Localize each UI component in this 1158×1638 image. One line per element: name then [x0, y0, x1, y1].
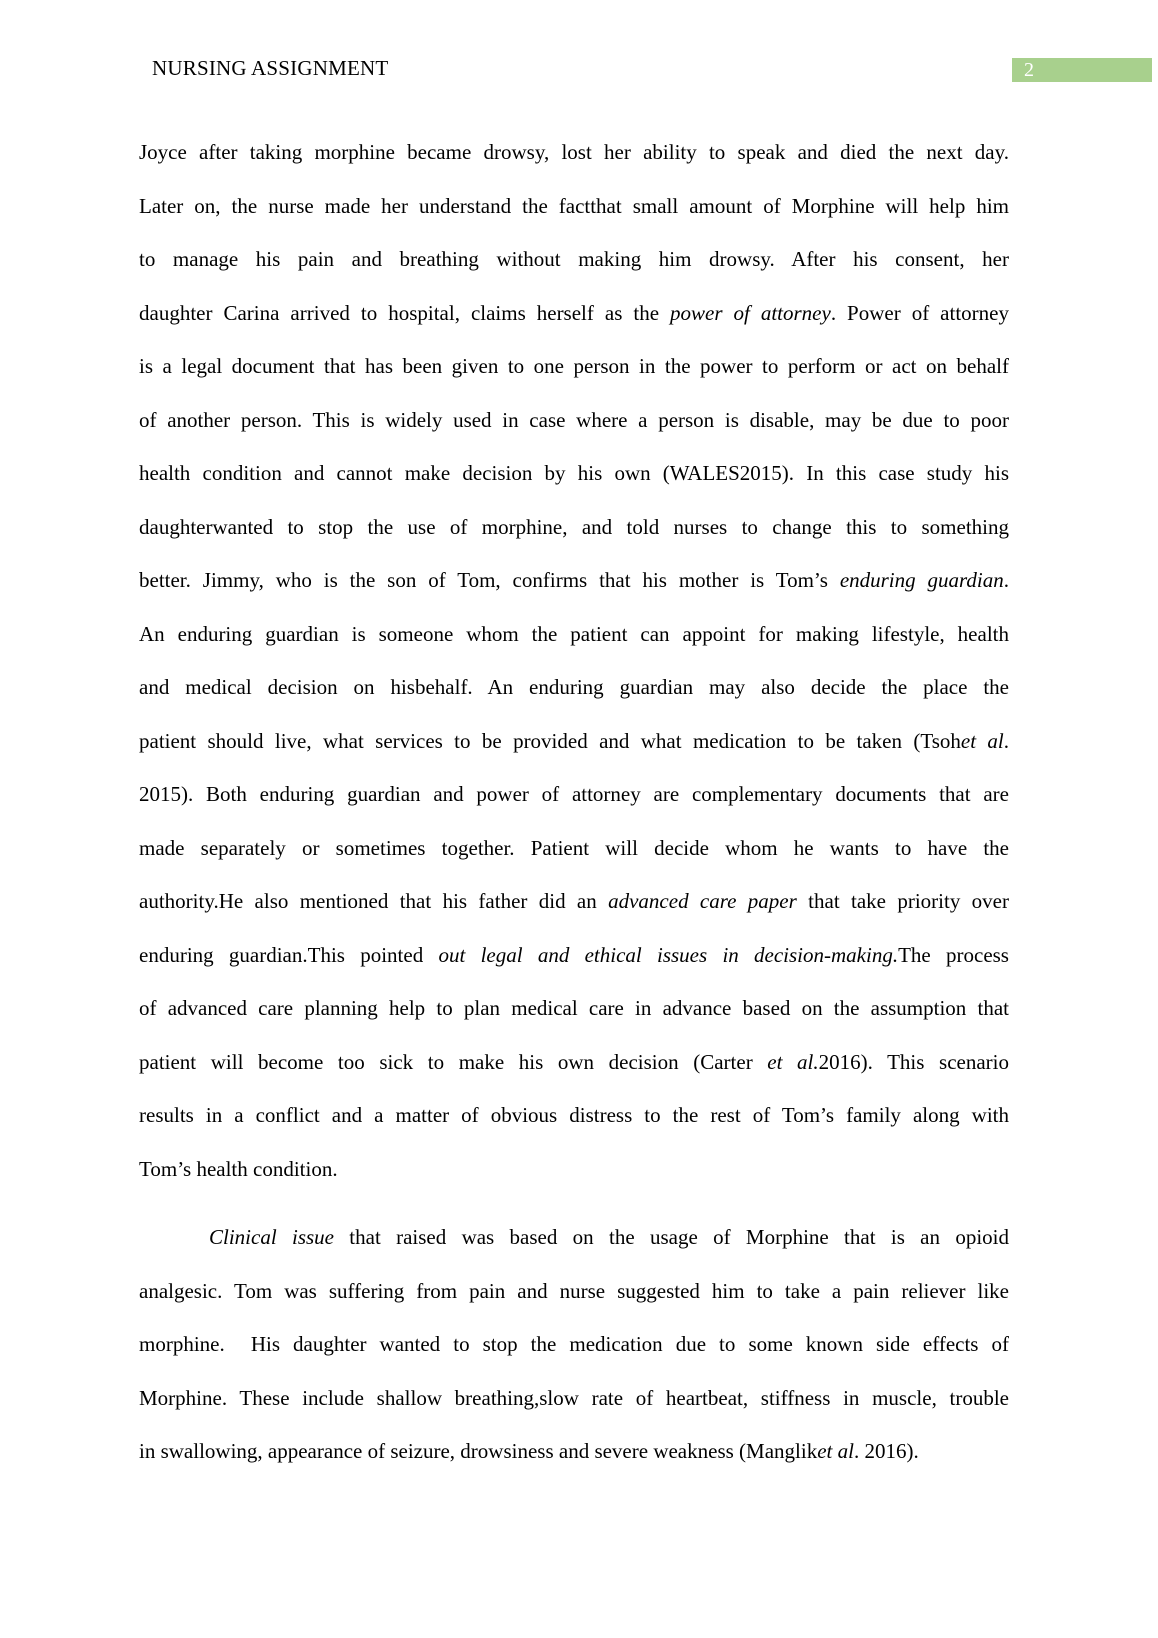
page-number: 2 [1012, 58, 1152, 82]
text-segment: patient will become too sick to make his own decision (Carter [139, 1049, 768, 1074]
text-segment: results in a conflict and a matter of obvious distress to the rest of Tom’s family along with [139, 1103, 1009, 1127]
text-segment: is a legal document that has been given to one person in the power to perform or act on behalf [139, 354, 1009, 378]
text-line [139, 1143, 1009, 1197]
italic-text: et al [817, 1439, 854, 1463]
text-segment: daughter Carina arrived to hospital, claims herself as the [139, 300, 670, 325]
italic-text: et al. [767, 1049, 819, 1074]
text-line [139, 447, 1009, 501]
text-line [139, 822, 1009, 876]
text-segment: 2016). This scenario [818, 1049, 1009, 1074]
text-segment: morphine. His daughter wanted to stop the medication due to some known side effects of [139, 1332, 1009, 1356]
text-line [139, 982, 1009, 1036]
text-segment: . Power of attorney [830, 300, 1009, 325]
text-segment: 2015). Both enduring guardian and power of attorney are complementary documents that are [139, 782, 1009, 806]
text-segment: better. Jimmy, who is the son of Tom, confirms that his mother is Tom’s [139, 568, 840, 592]
text-segment: Joyce after taking morphine became drowsy, lost her ability to speak and died the next day. [139, 140, 1009, 164]
text-line [139, 768, 1009, 822]
text-line [139, 1372, 1009, 1426]
text-line [139, 233, 1009, 287]
text-line [139, 126, 1009, 180]
text-segment: . [1003, 728, 1009, 753]
text-segment: An enduring guardian is someone whom the patient can appoint for making lifestyle, health [139, 621, 1009, 646]
text-segment: of another person. This is widely used in case where a person is disable, may be due to poor [139, 407, 1009, 432]
text-line [139, 340, 1009, 394]
paragraph [139, 1211, 1009, 1479]
italic-text: power of attorney [670, 300, 831, 325]
text-segment: in swallowing, appearance of seizure, drowsiness and severe weakness (Manglik [139, 1439, 818, 1463]
text-line [139, 501, 1009, 555]
italic-text: et al [960, 728, 1004, 753]
text-segment: that take priority over [796, 889, 1009, 913]
text-line [139, 875, 1009, 929]
text-segment: analgesic. Tom was suffering from pain and nurse suggested him to take a pain reliever like [139, 1278, 1009, 1303]
text-line [139, 1036, 1009, 1090]
text-line [139, 1425, 1009, 1479]
text-line [139, 1211, 1009, 1265]
text-segment: of advanced care planning help to plan medical care in advance based on the assumption that [139, 996, 1009, 1020]
text-line [139, 608, 1009, 662]
text-segment: Later on, the nurse made her understand the factthat small amount of Morphine will help him [139, 193, 1009, 218]
text-line [139, 929, 1009, 983]
text-segment: authority.He also mentioned that his father did an [139, 889, 609, 913]
text-segment: daughterwanted to stop the use of morphine, and told nurses to change this to something [139, 514, 1009, 539]
text-segment: to manage his pain and breathing without making him drowsy. After his consent, her [139, 247, 1009, 271]
text-segment: enduring guardian.This pointed [139, 942, 439, 967]
text-segment: that raised was based on the usage of Morphine that is an opioid [333, 1225, 1009, 1249]
paragraph [139, 126, 1009, 1196]
italic-text: advanced care paper [608, 889, 797, 913]
running-header-title: NURSING ASSIGNMENT [152, 56, 389, 80]
text-segment: patient should live, what services to be provided and what medication to be taken (Tsoh [139, 728, 961, 753]
italic-text: enduring guardian [839, 568, 1004, 592]
text-line [139, 1318, 1009, 1372]
text-segment: and medical decision on hisbehalf. An enduring guardian may also decide the place the [139, 675, 1009, 699]
text-line [139, 287, 1009, 341]
text-segment: . 2016). [853, 1439, 919, 1463]
text-line [139, 715, 1009, 769]
text-segment: made separately or sometimes together. Patient will decide whom he wants to have the [139, 835, 1009, 860]
text-line [139, 1265, 1009, 1319]
italic-text: Clinical issue [209, 1225, 334, 1249]
text-segment: health condition and cannot make decision by his own (WALES2015). In this case study his [139, 461, 1009, 485]
text-segment: The process [898, 942, 1009, 967]
text-line [139, 661, 1009, 715]
text-segment: . [1003, 568, 1009, 592]
text-segment: Morphine. These include shallow breathing,slow rate of heartbeat, stiffness in muscle, trouble [139, 1385, 1009, 1410]
text-line [139, 180, 1009, 234]
text-line [139, 554, 1009, 608]
text-line [139, 394, 1009, 448]
italic-text: out legal and ethical issues in decision-making. [438, 942, 899, 967]
document-body [139, 126, 1009, 1479]
text-segment: Tom’s health condition. [139, 1156, 338, 1181]
text-line [139, 1089, 1009, 1143]
